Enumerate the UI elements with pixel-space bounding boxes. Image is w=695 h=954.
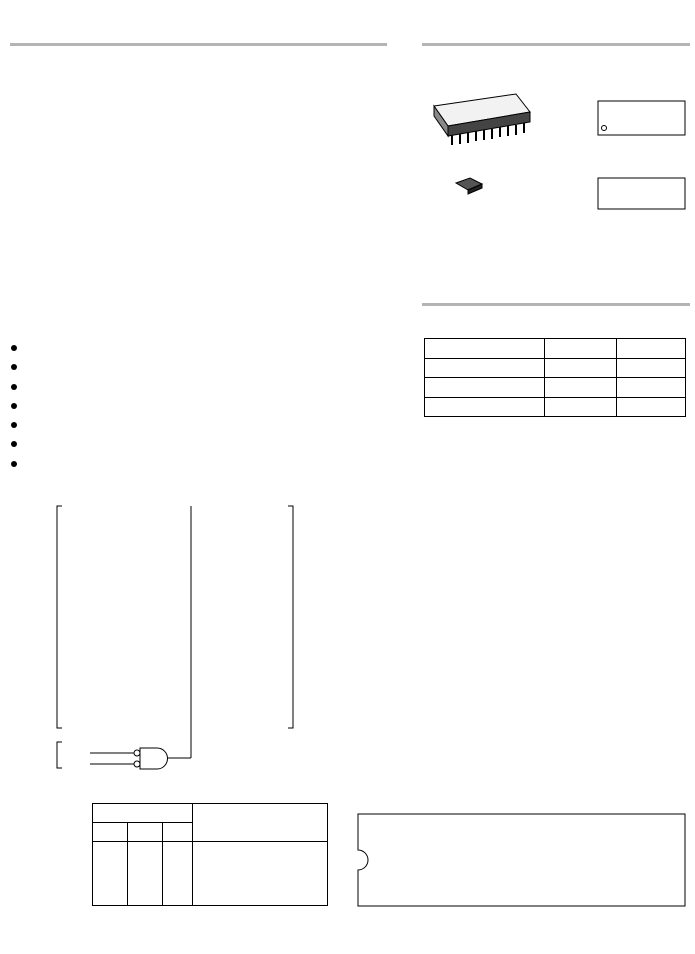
feature-item (10, 359, 400, 378)
pdip-package-icon (434, 94, 530, 145)
legend-row (488, 264, 518, 278)
function-table (92, 803, 328, 906)
marking-legend (488, 237, 518, 291)
legend-row (488, 251, 518, 265)
and-gate-icon (140, 748, 168, 769)
feature-item (10, 436, 400, 455)
legend-row (488, 278, 518, 292)
ordering-table (424, 338, 686, 417)
table-row (425, 358, 686, 378)
feature-item (10, 340, 400, 359)
enable-bracket (57, 742, 62, 768)
table-row (425, 378, 686, 398)
table-row (93, 890, 328, 906)
header-rule-left (10, 43, 387, 46)
table-header-row (93, 804, 328, 823)
feature-item (10, 379, 400, 398)
feature-item (10, 398, 400, 417)
table-row (93, 842, 328, 858)
marking-diagrams (418, 80, 690, 230)
feature-item (10, 417, 400, 436)
header-rule-right (422, 43, 690, 46)
table-row (93, 858, 328, 874)
soic-package-icon (456, 178, 482, 194)
pdip-marking-box (598, 101, 685, 135)
package-body (358, 814, 685, 906)
features-list (10, 340, 400, 475)
pinout-diagram (350, 775, 690, 950)
table-row (425, 397, 686, 417)
soic-marking-box (598, 178, 685, 209)
section-rule (422, 303, 690, 306)
data-inputs-bracket (57, 506, 62, 728)
legend-row (488, 237, 518, 251)
table-row (93, 874, 328, 890)
outputs-bracket (288, 506, 293, 728)
feature-item (10, 456, 400, 475)
table-header-row (425, 339, 686, 359)
logic-diagram (0, 496, 360, 786)
